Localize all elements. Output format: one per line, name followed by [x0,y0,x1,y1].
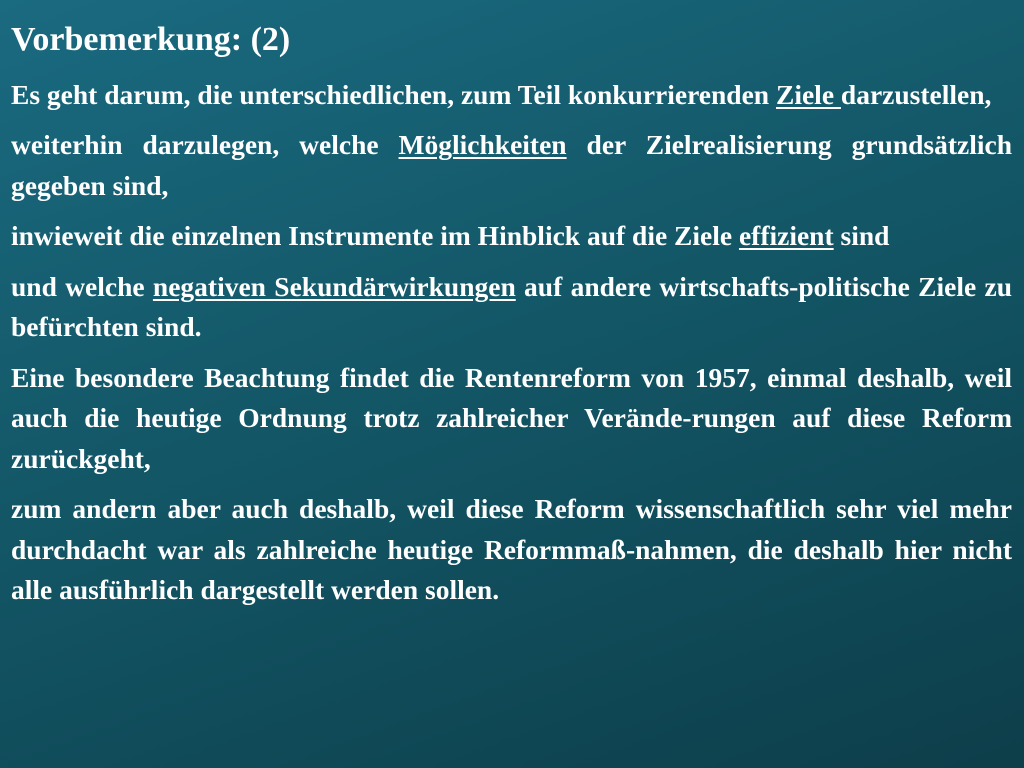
paragraph-possibilities-text-end: der Zielrealisierung grundsätzlich gegeben sind, [11,129,1013,201]
paragraph-side-effects-text-end: auf andere wirtschafts-politische Ziele zu befürchten sind. [11,270,1012,343]
paragraph-goals-text: Es geht darum, die unterschiedlichen, zum Teil konkurrierenden [11,78,776,110]
slide-title: Vorbemerkung: (2) [11,21,291,58]
paragraph-possibilities-text: weiterhin darzulegen, welche [11,129,399,161]
paragraph-side-effects [11,267,1012,348]
paragraph-possibilities [11,125,1012,206]
paragraph-efficiency-text-end: sind [833,220,890,252]
paragraph-goals [11,75,1012,116]
underlined-term-effizient: effizient [738,220,834,252]
paragraph-reform-reasoning: zum andern aber auch deshalb, weil diese Reform wissenschaftlich sehr viel mehr durchdacht war als zahlreiche heutige Reformmaß-nahmen, die deshalb hier nicht alle ausführlich dargestellt werden sollen. [11,493,1012,606]
paragraph-efficiency [11,216,1012,257]
underlined-term-ziele: Ziele [775,78,841,110]
paragraph-pension-reform: Eine besondere Beachtung findet die Rentenreform von 1957, einmal deshalb, weil auch die heutige Ordnung trotz zahlreicher Verände-rungen auf diese Reform zurückgeht, [11,361,1012,474]
underlined-term-moeglichkeiten: Möglichkeiten [398,129,567,161]
underlined-term-sekundaerwirkungen: negativen Sekundärwirkungen [152,270,516,302]
paragraph-efficiency-text: inwieweit die einzelnen Instrumente im Hinblick auf die Ziele [11,220,739,252]
paragraph-goals-text-end: darzustellen, [840,78,992,110]
paragraph-side-effects-text: und welche [11,270,153,302]
